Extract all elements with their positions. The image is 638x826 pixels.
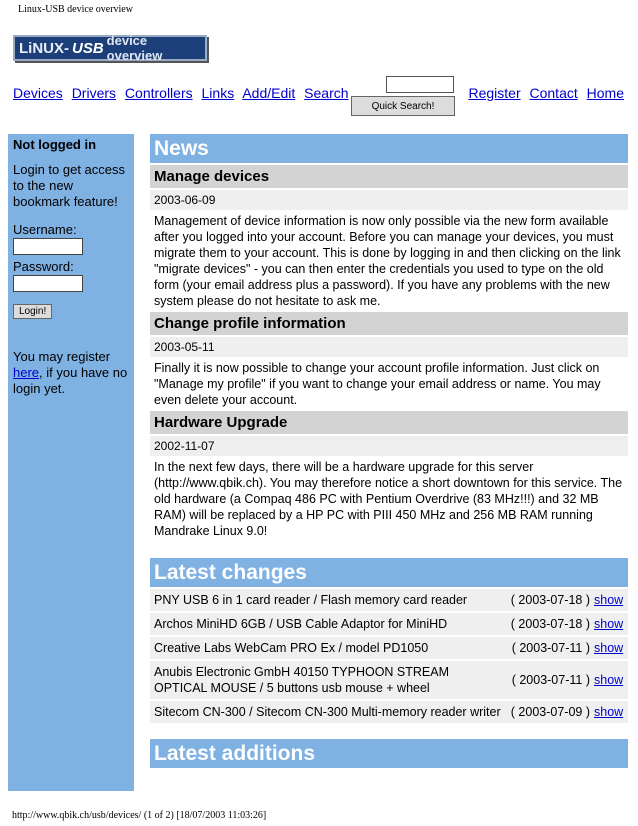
show-link[interactable]: show [594, 617, 624, 631]
quick-search-input[interactable] [386, 76, 454, 93]
register-here-link[interactable]: here [13, 365, 40, 380]
table-row [150, 661, 628, 699]
sidebar-title: Not logged in [13, 137, 97, 152]
main-content [150, 134, 628, 768]
latest-additions-heading: Latest additions [150, 739, 628, 768]
change-date: ( 2003-07-11 ) [506, 637, 592, 659]
username-input[interactable] [13, 238, 83, 255]
nav-register-link[interactable]: Register [468, 85, 521, 101]
news-heading: News [150, 134, 628, 163]
password-label: Password: [13, 259, 74, 274]
device-name: PNY USB 6 in 1 card reader / Flash memory card reader [150, 589, 506, 611]
device-name: Sitecom CN-300 / Sitecom CN-300 Multi-memory reader writer [150, 701, 506, 723]
sidebar-intro: Login to get access to the new bookmark feature! [13, 162, 126, 209]
site-logo[interactable] [13, 35, 207, 61]
nav-links-link[interactable]: Links [201, 85, 235, 101]
password-input[interactable] [13, 275, 83, 292]
news-item-date: 2003-05-11 [150, 337, 628, 357]
device-name: Archos MiniHD 6GB / USB Cable Adaptor for MiniHD [150, 613, 506, 635]
page-footer: http://www.qbik.ch/usb/devices/ (1 of 2) [18/07/2003 11:03:26] [12, 810, 267, 821]
register-note [13, 349, 129, 397]
register-post-text: , if you have no login yet. [13, 365, 128, 396]
news-item-title: Manage devices [150, 165, 628, 188]
table-row [150, 613, 628, 635]
register-pre-text: You may register [13, 349, 111, 364]
nav-controllers-link[interactable]: Controllers [124, 85, 193, 101]
secondary-nav [468, 85, 624, 101]
latest-changes-table [150, 587, 628, 725]
username-label: Username: [13, 222, 77, 237]
change-date: ( 2003-07-18 ) [506, 613, 592, 635]
show-link[interactable]: show [594, 673, 624, 687]
show-link[interactable]: show [594, 641, 624, 655]
change-date: ( 2003-07-18 ) [506, 589, 592, 611]
login-sidebar [8, 134, 134, 791]
change-date: ( 2003-07-11 ) [506, 661, 592, 699]
nav-search-link[interactable]: Search [304, 85, 349, 101]
news-item-title: Change profile information [150, 312, 628, 335]
device-name: Creative Labs WebCam PRO Ex / model PD1050 [150, 637, 506, 659]
quick-search-button[interactable]: Quick Search! [351, 96, 455, 116]
nav-contact-link[interactable]: Contact [529, 85, 578, 101]
main-nav [13, 85, 354, 101]
news-item-title: Hardware Upgrade [150, 411, 628, 434]
change-date: ( 2003-07-09 ) [506, 701, 592, 723]
table-row [150, 637, 628, 659]
news-item-body: In the next few days, there will be a hardware upgrade for this server (http://www.qbik.ch). You may therefore notice a short downtown for this service. The old hardware (a Compaq 486 PC with Pentium Overdrive (83 MHz!!!) and 32 MB RAM) will be replaced by a HP PC with PIII 450 MHz and 256 MB RAM running Mandrake Linux 9.0! [154, 460, 623, 538]
latest-changes-heading: Latest changes [150, 558, 628, 587]
nav-devices-link[interactable]: Devices [13, 85, 63, 101]
news-item-body: Finally it is now possible to change your account profile information. Just click on "Manage my profile" if you want to change your email address or name. You may even delete your account. [154, 361, 601, 407]
news-item-date: 2002-11-07 [150, 436, 628, 456]
table-row [150, 701, 628, 723]
nav-home-link[interactable]: Home [586, 85, 624, 101]
logo-usb: USB [72, 39, 104, 57]
nav-add-edit-link[interactable]: Add/Edit [242, 85, 296, 101]
news-item-date: 2003-06-09 [150, 190, 628, 210]
login-button[interactable]: Login! [13, 304, 52, 319]
news-item-body: Management of device information is now only possible via the new form available after you logged into your account. Before you can manage your devices, you must migrate them to your account. This is done by logging in and then clicking on the link "migrate devices" - you can then enter the credentials you used to type on the old form (your email address plus a password). If you have any problems with the new system please do not hesitate to ask me. [154, 214, 621, 308]
nav-drivers-link[interactable]: Drivers [71, 85, 117, 101]
logo-linux: LiNUX- [19, 39, 69, 57]
page-header: Linux-USB device overview [18, 4, 133, 15]
logo-rest: device overview [106, 33, 163, 63]
show-link[interactable]: show [594, 593, 624, 607]
table-row [150, 589, 628, 611]
show-link[interactable]: show [594, 705, 624, 719]
device-name: Anubis Electronic GmbH 40150 TYPHOON STREAM OPTICAL MOUSE / 5 buttons usb mouse + wheel [150, 661, 506, 699]
